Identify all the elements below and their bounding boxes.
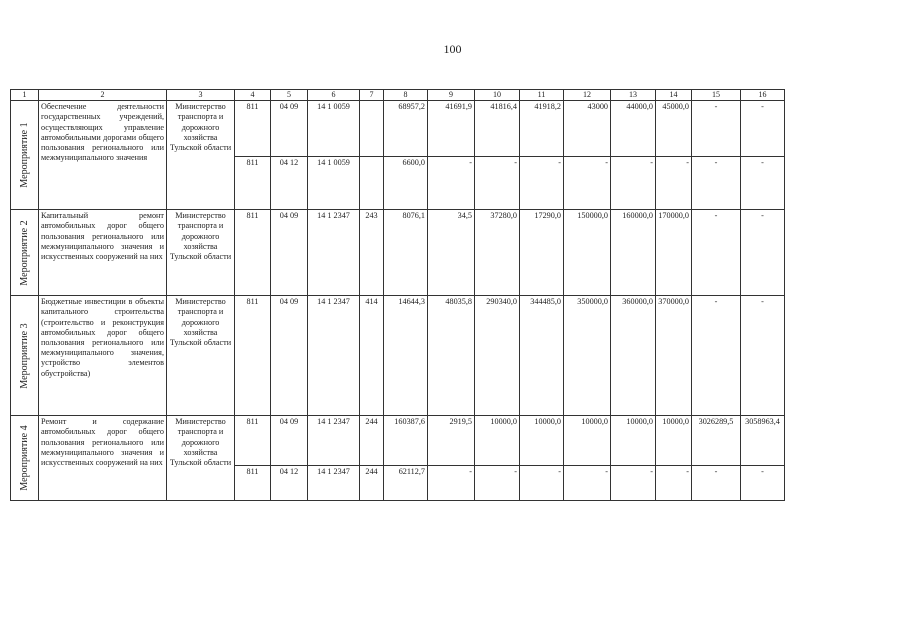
table-cell: - (611, 157, 656, 210)
header-cell: 16 (741, 90, 785, 101)
table-cell: 14 1 0059 (308, 157, 360, 210)
table-cell: - (656, 466, 692, 501)
table-cell: 244 (360, 466, 384, 501)
ministry-name: Министерство транспорта и дорожного хозяйства Тульской области (167, 101, 235, 210)
table-cell: 811 (235, 101, 271, 157)
table-cell: - (741, 296, 785, 416)
table-cell: 68957,2 (384, 101, 428, 157)
table-cell: 3026289,5 (692, 416, 741, 466)
table-cell: - (741, 157, 785, 210)
table-cell: 62112,7 (384, 466, 428, 501)
table-cell: 8076,1 (384, 210, 428, 296)
table-cell: - (611, 466, 656, 501)
header-row (11, 90, 785, 101)
table-cell: 10000,0 (520, 416, 564, 466)
table-cell: 14 1 2347 (308, 296, 360, 416)
table-cell: 811 (235, 296, 271, 416)
measure-label-cell (11, 416, 39, 501)
header-cell: 4 (235, 90, 271, 101)
table-cell: - (741, 101, 785, 157)
header-cell: 12 (564, 90, 611, 101)
table-cell: - (520, 466, 564, 501)
table-cell: 160387,6 (384, 416, 428, 466)
table-cell: 34,5 (428, 210, 475, 296)
table-cell: 370000,0 (656, 296, 692, 416)
table-cell: 41918,2 (520, 101, 564, 157)
table-cell: - (475, 157, 520, 210)
header-cell: 10 (475, 90, 520, 101)
table-cell: - (692, 296, 741, 416)
table-cell: 414 (360, 296, 384, 416)
measure-label: Мероприятие 1 (18, 122, 30, 188)
table-cell: - (741, 210, 785, 296)
header-cell: 5 (271, 90, 308, 101)
header-cell: 14 (656, 90, 692, 101)
header-cell: 8 (384, 90, 428, 101)
table-cell: - (428, 157, 475, 210)
measure-label-cell (11, 101, 39, 210)
table-cell: - (692, 101, 741, 157)
table-cell: 244 (360, 416, 384, 466)
table-cell: 350000,0 (564, 296, 611, 416)
table-cell: 04 09 (271, 416, 308, 466)
ministry-name: Министерство транспорта и дорожного хозяйства Тульской области (167, 296, 235, 416)
header-cell: 13 (611, 90, 656, 101)
table-cell: 14 1 2347 (308, 466, 360, 501)
table-cell: 04 12 (271, 466, 308, 501)
measure-label-cell (11, 296, 39, 416)
header-cell: 6 (308, 90, 360, 101)
table-cell: 41816,4 (475, 101, 520, 157)
table-cell: 43000 (564, 101, 611, 157)
header-cell: 9 (428, 90, 475, 101)
table-row (11, 101, 785, 157)
table-cell: 2919,5 (428, 416, 475, 466)
table-cell: 04 09 (271, 296, 308, 416)
table-cell: 10000,0 (564, 416, 611, 466)
ministry-name: Министерство транспорта и дорожного хозяйства Тульской области (167, 210, 235, 296)
table-row (11, 416, 785, 466)
table-cell: - (428, 466, 475, 501)
table-cell: 04 09 (271, 210, 308, 296)
table-cell (360, 157, 384, 210)
table-cell: 6600,0 (384, 157, 428, 210)
table-cell: - (692, 157, 741, 210)
table-cell (360, 101, 384, 157)
measure-name: Бюджетные инвестиции в объекты капитального строительства (строительство и реконструкция автомобильных дорог общего пользования регионального или межмуниципального значения, устройство элементов обустройства) (39, 296, 167, 416)
header-cell: 15 (692, 90, 741, 101)
measure-label: Мероприятие 2 (18, 220, 30, 286)
table-cell: 17290,0 (520, 210, 564, 296)
table-cell: 811 (235, 466, 271, 501)
table-cell: 811 (235, 416, 271, 466)
table-cell: 41691,9 (428, 101, 475, 157)
table-cell: - (475, 466, 520, 501)
measure-label-cell (11, 210, 39, 296)
header-cell: 1 (11, 90, 39, 101)
budget-table (10, 89, 785, 501)
table-cell: 45000,0 (656, 101, 692, 157)
ministry-name: Министерство транспорта и дорожного хозяйства Тульской области (167, 416, 235, 501)
table-cell: 37280,0 (475, 210, 520, 296)
table-cell: 10000,0 (656, 416, 692, 466)
table-cell: 811 (235, 210, 271, 296)
table-cell: - (741, 466, 785, 501)
table-row (11, 210, 785, 296)
table-cell: 04 09 (271, 101, 308, 157)
table-cell: 10000,0 (475, 416, 520, 466)
table-cell: 360000,0 (611, 296, 656, 416)
table-cell: 48035,8 (428, 296, 475, 416)
table-cell: 811 (235, 157, 271, 210)
measure-label: Мероприятие 4 (18, 425, 30, 491)
table-cell: 14 1 0059 (308, 101, 360, 157)
table-cell: 150000,0 (564, 210, 611, 296)
table-cell: - (692, 210, 741, 296)
table-cell: 160000,0 (611, 210, 656, 296)
table-cell: 14 1 2347 (308, 416, 360, 466)
header-cell: 2 (39, 90, 167, 101)
page-number: 100 (443, 42, 462, 56)
table-cell: - (692, 466, 741, 501)
table-cell: 243 (360, 210, 384, 296)
table-cell: 14644,3 (384, 296, 428, 416)
table-cell: - (564, 157, 611, 210)
table-cell: 10000,0 (611, 416, 656, 466)
header-cell: 3 (167, 90, 235, 101)
table-cell: 170000,0 (656, 210, 692, 296)
measure-label: Мероприятие 3 (18, 323, 30, 389)
measure-name: Капитальный ремонт автомобильных дорог общего пользования регионального или межмуниципального значения и искусственных сооружений на них (39, 210, 167, 296)
measure-name: Ремонт и содержание автомобильных дорог общего пользования регионального или межмуниципального значения и искусственных сооружений на них (39, 416, 167, 501)
table-cell: - (564, 466, 611, 501)
measure-name: Обеспечение деятельности государственных учреждений, осуществляющих управление автомобильными дорогами общего пользования регионального или межмуниципального значения (39, 101, 167, 210)
table-cell: 344485,0 (520, 296, 564, 416)
header-cell: 7 (360, 90, 384, 101)
table-cell: 3058963,4 (741, 416, 785, 466)
table-cell: - (520, 157, 564, 210)
table-row (11, 296, 785, 416)
table-cell: 44000,0 (611, 101, 656, 157)
table-cell: 290340,0 (475, 296, 520, 416)
header-cell: 11 (520, 90, 564, 101)
table-cell: 14 1 2347 (308, 210, 360, 296)
table-cell: 04 12 (271, 157, 308, 210)
table-cell: - (656, 157, 692, 210)
